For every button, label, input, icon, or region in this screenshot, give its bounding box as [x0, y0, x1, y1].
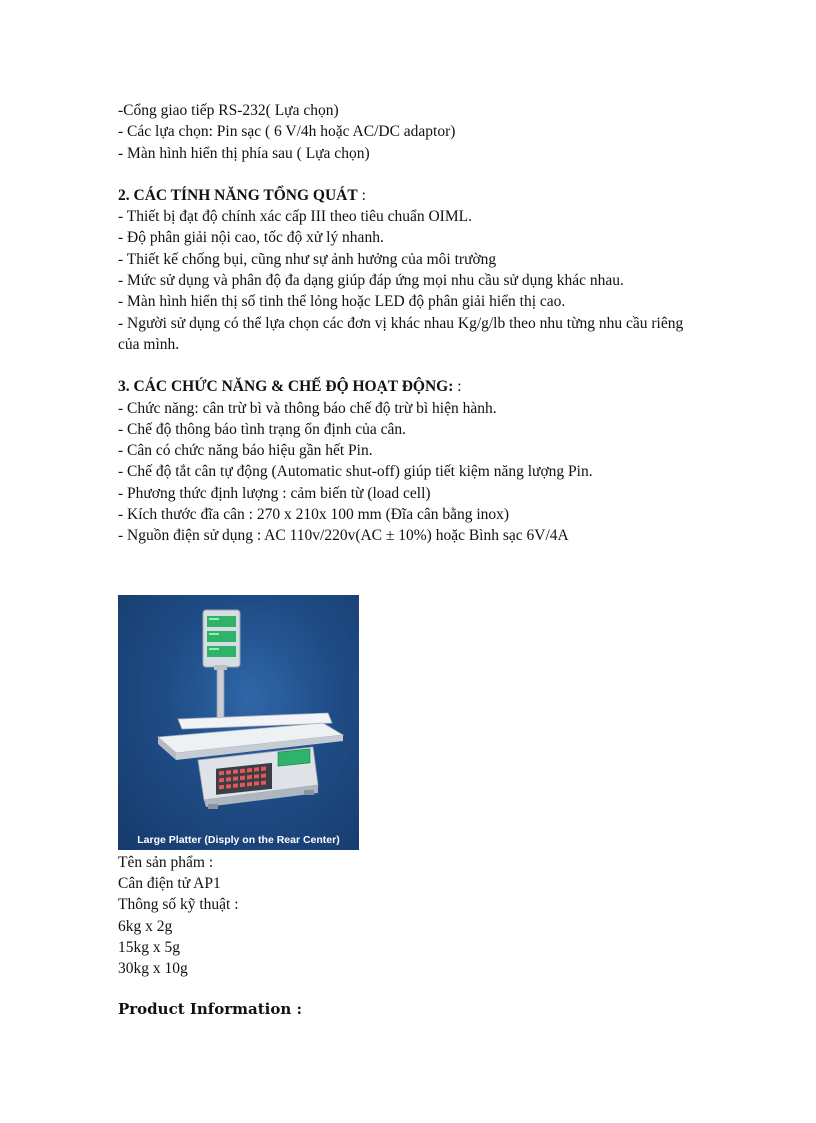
spec-item: 15kg x 5g [118, 938, 180, 956]
section-2-title-suffix: : [357, 186, 366, 204]
intro-list [118, 100, 718, 164]
section-3-heading [118, 376, 718, 397]
function-item: - Kích thước đĩa cân : 270 x 210x 100 mm (Đĩa cân bằng inox) [118, 506, 510, 524]
intro-line: -Cổng giao tiếp RS-232( Lựa chọn) [118, 102, 339, 119]
document-page [118, 100, 718, 1021]
section-3-title: 3. CÁC CHỨC NĂNG & CHẾ ĐỘ HOẠT ĐỘNG: [118, 378, 454, 396]
intro-line: - Màn hình hiển thị phía sau ( Lựa chọn) [118, 144, 370, 162]
section-general-features [118, 185, 718, 355]
product-image [118, 595, 359, 850]
function-item: - Chế độ tắt cân tự động (Automatic shut-off) giúp tiết kiệm năng lượng Pin. [118, 463, 593, 481]
product-name: Cân điện tử AP1 [118, 874, 221, 892]
feature-item: - Thiết kế chống bụi, cũng như sự ảnh hưởng của môi trường [118, 250, 497, 268]
function-item: - Nguồn điện sử dụng : AC 110v/220v(AC ± 10%) hoặc Bình sạc 6V/4A [118, 527, 569, 545]
section-2-title: 2. CÁC TÍNH NĂNG TỔNG QUÁT [118, 186, 358, 204]
image-caption: Large Platter (Disply on the Rear Center) [137, 833, 340, 846]
section-2-heading [118, 185, 718, 206]
feature-item: - Mức sử dụng và phân độ đa dạng giúp đáp ứng mọi nhu cầu sử dụng khác nhau. [118, 272, 624, 290]
product-summary [118, 852, 718, 980]
spec-item: 30kg x 10g [118, 960, 188, 978]
feature-item: - Thiết bị đạt độ chính xác cấp III theo tiêu chuẩn OIML. [118, 208, 472, 226]
section-functions-modes [118, 376, 718, 546]
feature-item: - Màn hình hiển thị số tinh thể lỏng hoặc LED độ phân giải hiển thị cao. [118, 293, 566, 311]
spec-item: 6kg x 2g [118, 917, 173, 935]
function-item: - Chế độ thông báo tình trạng ổn định của cân. [118, 420, 406, 438]
feature-item: - Độ phân giải nội cao, tốc độ xử lý nhanh. [118, 229, 384, 247]
function-item: - Chức năng: cân trừ bì và thông báo chế độ trừ bì hiện hành. [118, 399, 497, 417]
function-item: - Phương thức định lượng : cảm biến từ (load cell) [118, 484, 431, 502]
product-information-heading: Product Information : [118, 1000, 303, 1019]
section-3-title-suffix: : [453, 378, 462, 396]
feature-item: - Người sử dụng có thể lựa chọn các đơn vị khác nhau Kg/g/lb theo nhu từng nhu cầu riêng của mình. [118, 314, 684, 353]
product-name-label: Tên sản phẩm : [118, 853, 214, 871]
scale-illustration [118, 595, 359, 850]
intro-line: - Các lựa chọn: Pin sạc ( 6 V/4h hoặc AC/DC adaptor) [118, 123, 456, 141]
spec-label: Thông số kỹ thuật : [118, 896, 239, 914]
function-item: - Cân có chức năng báo hiệu gần hết Pin. [118, 442, 373, 460]
